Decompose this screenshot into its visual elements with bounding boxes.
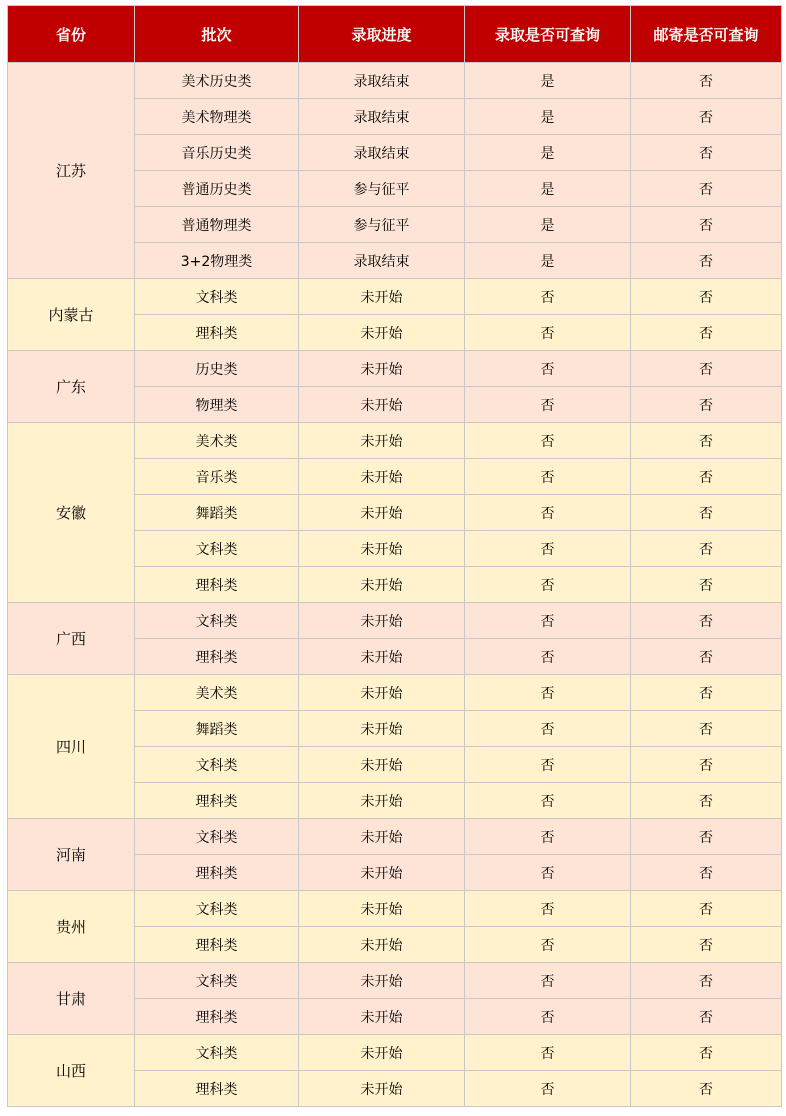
progress-cell: 未开始 bbox=[299, 711, 465, 747]
mail-query-cell: 否 bbox=[631, 135, 782, 171]
table-row bbox=[8, 1035, 782, 1071]
admission-query-cell: 否 bbox=[465, 963, 631, 999]
admission-query-cell: 否 bbox=[465, 459, 631, 495]
batch-cell: 文科类 bbox=[135, 279, 299, 315]
table-row bbox=[8, 603, 782, 639]
batch-cell: 物理类 bbox=[135, 387, 299, 423]
admission-query-cell: 否 bbox=[465, 567, 631, 603]
mail-query-cell: 否 bbox=[631, 243, 782, 279]
progress-cell: 未开始 bbox=[299, 747, 465, 783]
table-row bbox=[8, 423, 782, 459]
admission-query-cell: 是 bbox=[465, 99, 631, 135]
table-row bbox=[8, 963, 782, 999]
batch-cell: 理科类 bbox=[135, 783, 299, 819]
table-row bbox=[8, 819, 782, 855]
mail-query-cell: 否 bbox=[631, 171, 782, 207]
batch-cell: 文科类 bbox=[135, 963, 299, 999]
admission-query-cell: 否 bbox=[465, 279, 631, 315]
progress-cell: 未开始 bbox=[299, 1035, 465, 1071]
province-cell: 安徽 bbox=[8, 423, 135, 603]
mail-query-cell: 否 bbox=[631, 63, 782, 99]
admission-query-cell: 否 bbox=[465, 783, 631, 819]
province-cell: 江苏 bbox=[8, 63, 135, 279]
batch-cell: 理科类 bbox=[135, 927, 299, 963]
admission-query-cell: 否 bbox=[465, 387, 631, 423]
batch-cell: 美术历史类 bbox=[135, 63, 299, 99]
mail-query-cell: 否 bbox=[631, 99, 782, 135]
table-row bbox=[8, 351, 782, 387]
province-cell: 广西 bbox=[8, 603, 135, 675]
progress-cell: 参与征平 bbox=[299, 207, 465, 243]
progress-cell: 未开始 bbox=[299, 567, 465, 603]
province-cell: 内蒙古 bbox=[8, 279, 135, 351]
batch-cell: 美术类 bbox=[135, 423, 299, 459]
progress-cell: 未开始 bbox=[299, 675, 465, 711]
progress-cell: 录取结束 bbox=[299, 99, 465, 135]
mail-query-cell: 否 bbox=[631, 603, 782, 639]
batch-cell: 舞蹈类 bbox=[135, 711, 299, 747]
admission-query-cell: 否 bbox=[465, 531, 631, 567]
progress-cell: 未开始 bbox=[299, 387, 465, 423]
admission-query-cell: 是 bbox=[465, 243, 631, 279]
batch-cell: 历史类 bbox=[135, 351, 299, 387]
admission-query-cell: 否 bbox=[465, 747, 631, 783]
batch-cell: 文科类 bbox=[135, 603, 299, 639]
mail-query-cell: 否 bbox=[631, 999, 782, 1035]
header-admission-query: 录取是否可查询 bbox=[465, 6, 631, 63]
admission-query-cell: 否 bbox=[465, 891, 631, 927]
batch-cell: 音乐类 bbox=[135, 459, 299, 495]
mail-query-cell: 否 bbox=[631, 711, 782, 747]
progress-cell: 未开始 bbox=[299, 603, 465, 639]
admission-query-cell: 否 bbox=[465, 495, 631, 531]
mail-query-cell: 否 bbox=[631, 819, 782, 855]
mail-query-cell: 否 bbox=[631, 639, 782, 675]
batch-cell: 普通物理类 bbox=[135, 207, 299, 243]
progress-cell: 未开始 bbox=[299, 495, 465, 531]
table-header bbox=[8, 6, 782, 63]
province-cell: 河南 bbox=[8, 819, 135, 891]
batch-cell: 音乐历史类 bbox=[135, 135, 299, 171]
batch-cell: 美术物理类 bbox=[135, 99, 299, 135]
header-progress: 录取进度 bbox=[299, 6, 465, 63]
admission-query-cell: 是 bbox=[465, 135, 631, 171]
header-province: 省份 bbox=[8, 6, 135, 63]
admission-query-cell: 否 bbox=[465, 423, 631, 459]
mail-query-cell: 否 bbox=[631, 747, 782, 783]
admission-query-cell: 否 bbox=[465, 675, 631, 711]
admission-query-cell: 否 bbox=[465, 927, 631, 963]
mail-query-cell: 否 bbox=[631, 567, 782, 603]
progress-cell: 未开始 bbox=[299, 531, 465, 567]
mail-query-cell: 否 bbox=[631, 1035, 782, 1071]
admission-status-table-container bbox=[7, 5, 781, 1107]
mail-query-cell: 否 bbox=[631, 459, 782, 495]
province-cell: 甘肃 bbox=[8, 963, 135, 1035]
admission-query-cell: 否 bbox=[465, 1071, 631, 1107]
progress-cell: 未开始 bbox=[299, 351, 465, 387]
mail-query-cell: 否 bbox=[631, 495, 782, 531]
table-row bbox=[8, 891, 782, 927]
batch-cell: 美术类 bbox=[135, 675, 299, 711]
batch-cell: 理科类 bbox=[135, 639, 299, 675]
batch-cell: 理科类 bbox=[135, 315, 299, 351]
progress-cell: 未开始 bbox=[299, 1071, 465, 1107]
mail-query-cell: 否 bbox=[631, 387, 782, 423]
table-body bbox=[8, 63, 782, 1107]
batch-cell: 文科类 bbox=[135, 819, 299, 855]
province-cell: 四川 bbox=[8, 675, 135, 819]
mail-query-cell: 否 bbox=[631, 423, 782, 459]
admission-query-cell: 否 bbox=[465, 639, 631, 675]
admission-query-cell: 否 bbox=[465, 1035, 631, 1071]
batch-cell: 文科类 bbox=[135, 747, 299, 783]
header-row bbox=[8, 6, 782, 63]
header-batch: 批次 bbox=[135, 6, 299, 63]
admission-query-cell: 否 bbox=[465, 855, 631, 891]
progress-cell: 未开始 bbox=[299, 819, 465, 855]
progress-cell: 参与征平 bbox=[299, 171, 465, 207]
admission-status-table bbox=[7, 5, 782, 1107]
batch-cell: 文科类 bbox=[135, 531, 299, 567]
admission-query-cell: 否 bbox=[465, 711, 631, 747]
mail-query-cell: 否 bbox=[631, 963, 782, 999]
progress-cell: 未开始 bbox=[299, 279, 465, 315]
batch-cell: 理科类 bbox=[135, 1071, 299, 1107]
progress-cell: 未开始 bbox=[299, 783, 465, 819]
mail-query-cell: 否 bbox=[631, 1071, 782, 1107]
batch-cell: 3+2物理类 bbox=[135, 243, 299, 279]
admission-query-cell: 否 bbox=[465, 315, 631, 351]
progress-cell: 录取结束 bbox=[299, 243, 465, 279]
progress-cell: 未开始 bbox=[299, 891, 465, 927]
mail-query-cell: 否 bbox=[631, 891, 782, 927]
admission-query-cell: 否 bbox=[465, 603, 631, 639]
mail-query-cell: 否 bbox=[631, 855, 782, 891]
mail-query-cell: 否 bbox=[631, 675, 782, 711]
progress-cell: 未开始 bbox=[299, 927, 465, 963]
batch-cell: 理科类 bbox=[135, 567, 299, 603]
batch-cell: 舞蹈类 bbox=[135, 495, 299, 531]
progress-cell: 未开始 bbox=[299, 855, 465, 891]
progress-cell: 未开始 bbox=[299, 423, 465, 459]
batch-cell: 普通历史类 bbox=[135, 171, 299, 207]
progress-cell: 未开始 bbox=[299, 963, 465, 999]
admission-query-cell: 否 bbox=[465, 999, 631, 1035]
progress-cell: 未开始 bbox=[299, 999, 465, 1035]
admission-query-cell: 否 bbox=[465, 351, 631, 387]
batch-cell: 理科类 bbox=[135, 999, 299, 1035]
province-cell: 山西 bbox=[8, 1035, 135, 1107]
admission-query-cell: 是 bbox=[465, 63, 631, 99]
header-mail-query: 邮寄是否可查询 bbox=[631, 6, 782, 63]
table-row bbox=[8, 675, 782, 711]
mail-query-cell: 否 bbox=[631, 531, 782, 567]
progress-cell: 录取结束 bbox=[299, 135, 465, 171]
table-row bbox=[8, 63, 782, 99]
admission-query-cell: 是 bbox=[465, 207, 631, 243]
mail-query-cell: 否 bbox=[631, 927, 782, 963]
progress-cell: 未开始 bbox=[299, 639, 465, 675]
batch-cell: 理科类 bbox=[135, 855, 299, 891]
province-cell: 贵州 bbox=[8, 891, 135, 963]
mail-query-cell: 否 bbox=[631, 315, 782, 351]
admission-query-cell: 是 bbox=[465, 171, 631, 207]
progress-cell: 未开始 bbox=[299, 315, 465, 351]
progress-cell: 录取结束 bbox=[299, 63, 465, 99]
mail-query-cell: 否 bbox=[631, 783, 782, 819]
mail-query-cell: 否 bbox=[631, 207, 782, 243]
batch-cell: 文科类 bbox=[135, 1035, 299, 1071]
mail-query-cell: 否 bbox=[631, 279, 782, 315]
mail-query-cell: 否 bbox=[631, 351, 782, 387]
table-row bbox=[8, 279, 782, 315]
province-cell: 广东 bbox=[8, 351, 135, 423]
progress-cell: 未开始 bbox=[299, 459, 465, 495]
admission-query-cell: 否 bbox=[465, 819, 631, 855]
batch-cell: 文科类 bbox=[135, 891, 299, 927]
